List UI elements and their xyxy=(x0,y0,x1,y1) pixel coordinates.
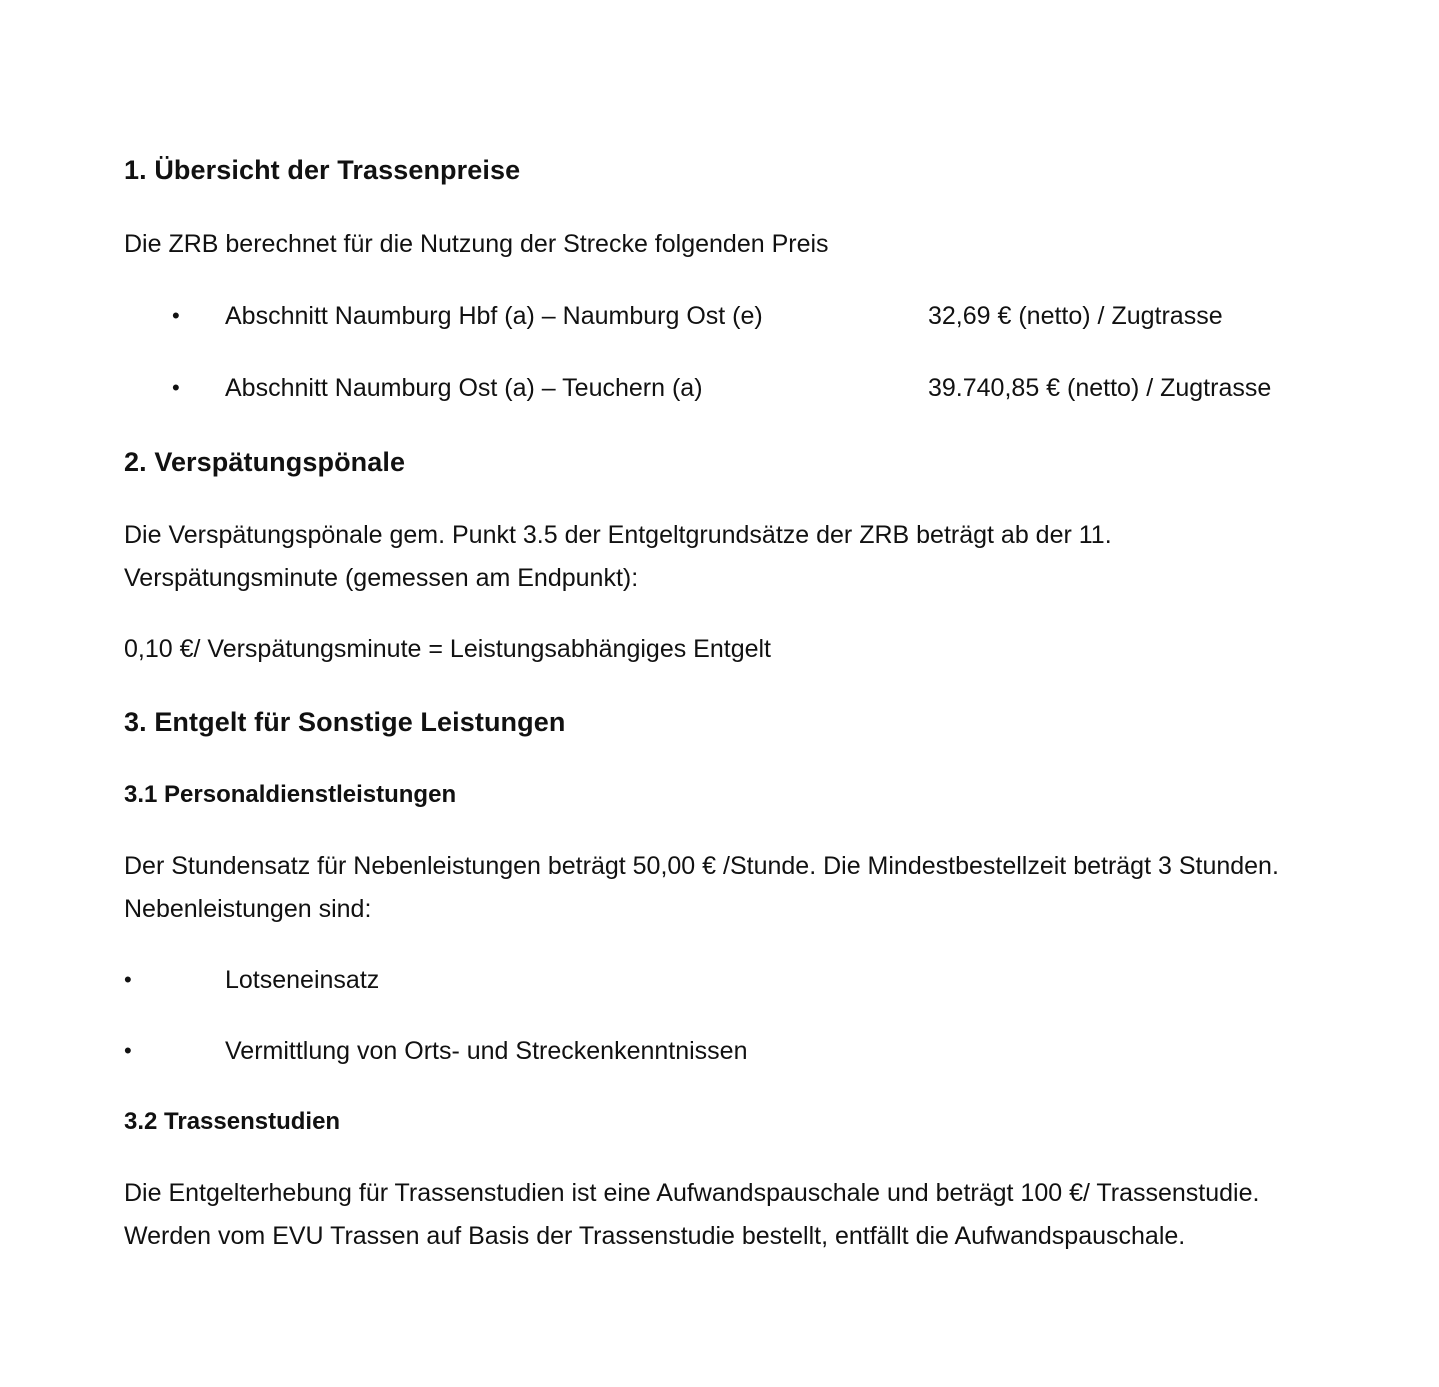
section-3-2-text-line-1: Die Entgelterhebung für Trassenstudien ist eine Aufwandspauschale und beträgt 100 €/ Trassenstudie. xyxy=(124,1179,1260,1207)
section-3-heading: 3. Entgelt für Sonstige Leistungen xyxy=(124,707,566,737)
price-row-label: Abschnitt Naumburg Ost (a) – Teuchern (a) xyxy=(225,374,703,402)
section-3-2-heading: 3.2 Trassenstudien xyxy=(124,1108,341,1135)
section-1-intro: Die ZRB berechnet für die Nutzung der Strecke folgenden Preis xyxy=(124,230,829,258)
section-3-1-heading: 3.1 Personaldienstleistungen xyxy=(124,781,457,808)
list-item-label: Vermittlung von Orts- und Streckenkenntnissen xyxy=(225,1037,748,1065)
price-row-value: 39.740,85 € (netto) / Zugtrasse xyxy=(928,374,1272,402)
section-2-text-line-2: Verspätungsminute (gemessen am Endpunkt): xyxy=(124,564,639,592)
bullet-icon: • xyxy=(172,375,180,400)
bullet-icon: • xyxy=(124,967,132,992)
section-1-heading: 1. Übersicht der Trassenpreise xyxy=(124,155,521,185)
section-3-1-text-line-1: Der Stundensatz für Nebenleistungen beträgt 50,00 € /Stunde. Die Mindestbestellzeit beträgt 3 Stunden. xyxy=(124,852,1279,880)
section-3-2-text-line-2: Werden vom EVU Trassen auf Basis der Trassenstudie bestellt, entfällt die Aufwandspauschale. xyxy=(124,1222,1186,1250)
section-2-formula: 0,10 €/ Verspätungsminute = Leistungsabhängiges Entgelt xyxy=(124,635,771,663)
price-row-label: Abschnitt Naumburg Hbf (a) – Naumburg Ost (e) xyxy=(225,302,763,330)
section-2-heading: 2. Verspätungspönale xyxy=(124,447,406,477)
bullet-icon: • xyxy=(172,303,180,328)
section-2-text-line-1: Die Verspätungspönale gem. Punkt 3.5 der Entgeltgrundsätze der ZRB beträgt ab der 11. xyxy=(124,521,1112,549)
price-row-value: 32,69 € (netto) / Zugtrasse xyxy=(928,302,1223,330)
bullet-icon: • xyxy=(124,1038,132,1063)
section-3-1-text-line-2: Nebenleistungen sind: xyxy=(124,895,372,923)
list-item-label: Lotseneinsatz xyxy=(225,966,380,994)
